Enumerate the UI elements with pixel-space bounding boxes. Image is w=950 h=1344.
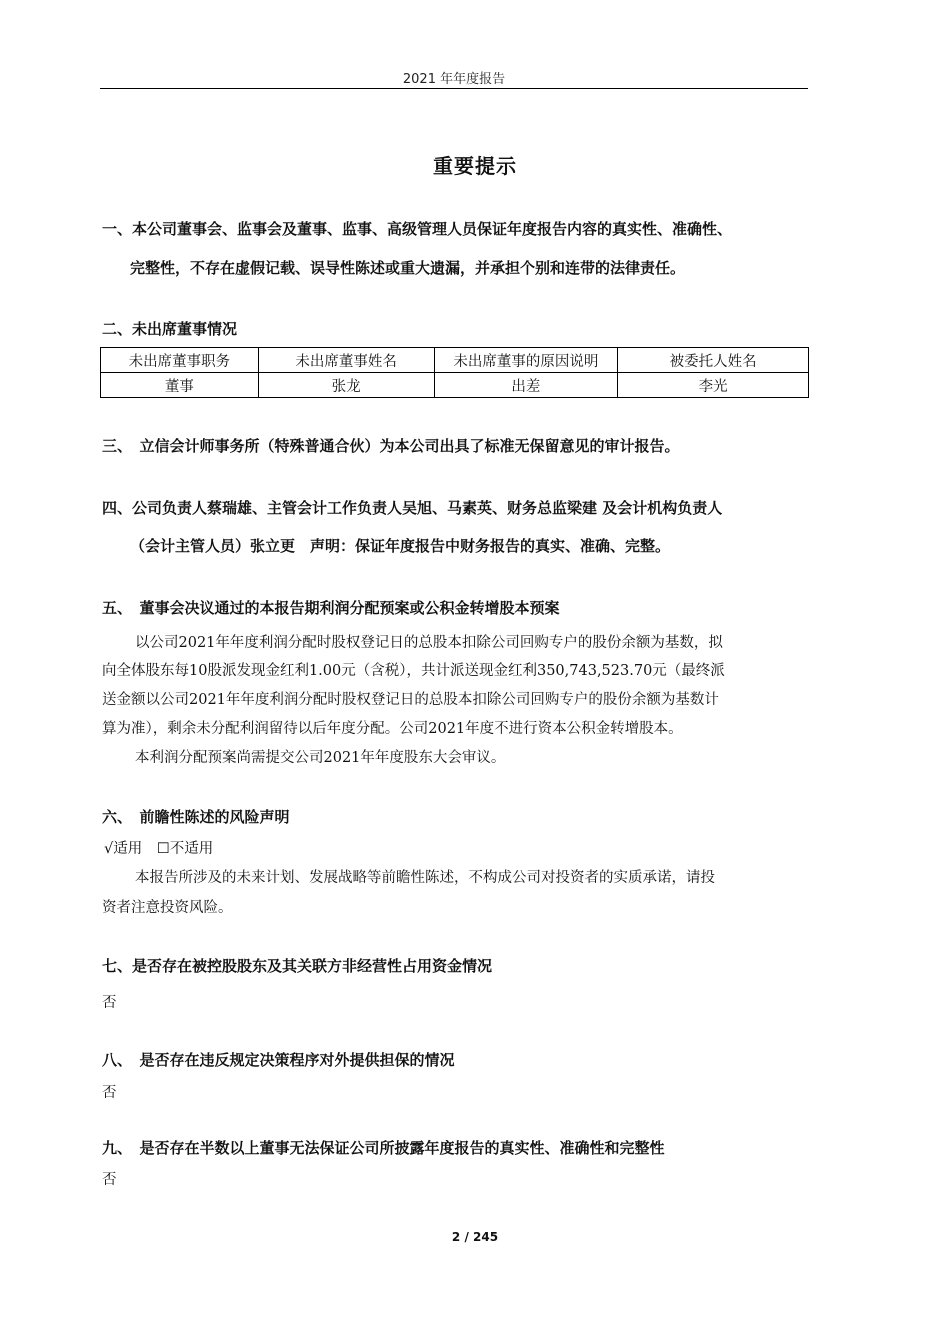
section-5-heading: 五、 董事会决议通过的本报告期利润分配预案或公积金转增股本预案 xyxy=(102,599,560,617)
table-cell: 李光 xyxy=(618,373,809,398)
applicability-options: √适用 ☐不适用 xyxy=(104,841,214,857)
section-1-line-2: 完整性，不存在虚假记载、误导性陈述或重大遗漏，并承担个别和连带的法律责任。 xyxy=(130,259,686,277)
table-header-cell: 被委托人姓名 xyxy=(618,348,809,373)
table-cell: 张龙 xyxy=(258,373,434,398)
page-title: 重要提示 xyxy=(433,154,517,178)
section-2-heading: 二、未出席董事情况 xyxy=(102,320,238,338)
table-header-cell: 未出席董事职务 xyxy=(101,348,259,373)
section-5-paragraph-line: 以公司2021年年度利润分配时股权登记日的总股本扣除公司回购专户的股份余额为基数，拟 xyxy=(135,635,723,651)
section-8-answer: 否 xyxy=(102,1085,117,1101)
section-6-paragraph-line: 本报告所涉及的未来计划、发展战略等前瞻性陈述，不构成公司对投资者的实质承诺，请投 xyxy=(135,870,715,886)
table-header-cell: 未出席董事的原因说明 xyxy=(434,348,618,373)
section-7-heading: 七、是否存在被控股股东及其关联方非经营性占用资金情况 xyxy=(102,957,493,975)
section-5-paragraph-line: 本利润分配预案尚需提交公司2021年年度股东大会审议。 xyxy=(135,750,506,766)
table-cell: 董事 xyxy=(101,373,259,398)
table-row xyxy=(101,373,809,398)
section-5-paragraph-line: 向全体股东每10股派发现金红利1.00元（含税），共计派送现金红利350,743,523.70元（最终派 xyxy=(102,663,725,679)
section-6-heading: 六、 前瞻性陈述的风险声明 xyxy=(102,808,290,826)
page-number: 2 / 245 xyxy=(451,1230,499,1244)
section-1-line-1: 一、本公司董事会、监事会及董事、监事、高级管理人员保证年度报告内容的真实性、准确性、 xyxy=(102,220,733,238)
page-header: 2021 年年度报告 xyxy=(402,72,506,87)
absent-directors-table xyxy=(100,347,809,398)
section-3-heading: 三、 立信会计师事务所（特殊普通合伙）为本公司出具了标准无保留意见的审计报告。 xyxy=(102,437,680,455)
section-9-answer: 否 xyxy=(102,1172,117,1188)
section-4-line-2: （会计主管人员）张立更 声明：保证年度报告中财务报告的真实、准确、完整。 xyxy=(130,537,671,555)
table-header-cell: 未出席董事姓名 xyxy=(258,348,434,373)
section-9-heading: 九、 是否存在半数以上董事无法保证公司所披露年度报告的真实性、准确性和完整性 xyxy=(102,1139,665,1157)
section-4-line-1: 四、公司负责人蔡瑞雄、主管会计工作负责人吴旭、马素英、财务总监梁建 及会计机构负责人 xyxy=(102,499,723,517)
table-header-row xyxy=(101,348,809,373)
table-cell: 出差 xyxy=(434,373,618,398)
section-8-heading: 八、 是否存在违反规定决策程序对外提供担保的情况 xyxy=(102,1051,455,1069)
section-6-paragraph-line: 资者注意投资风险。 xyxy=(102,900,233,916)
header-rule xyxy=(100,88,808,89)
section-5-paragraph-line: 送金额以公司2021年年度利润分配时股权登记日的总股本扣除公司回购专户的股份余额为基数计 xyxy=(102,692,719,708)
section-7-answer: 否 xyxy=(102,995,117,1011)
section-5-paragraph-line: 算为准），剩余未分配利润留待以后年度分配。公司2021年度不进行资本公积金转增股本。 xyxy=(102,721,683,737)
